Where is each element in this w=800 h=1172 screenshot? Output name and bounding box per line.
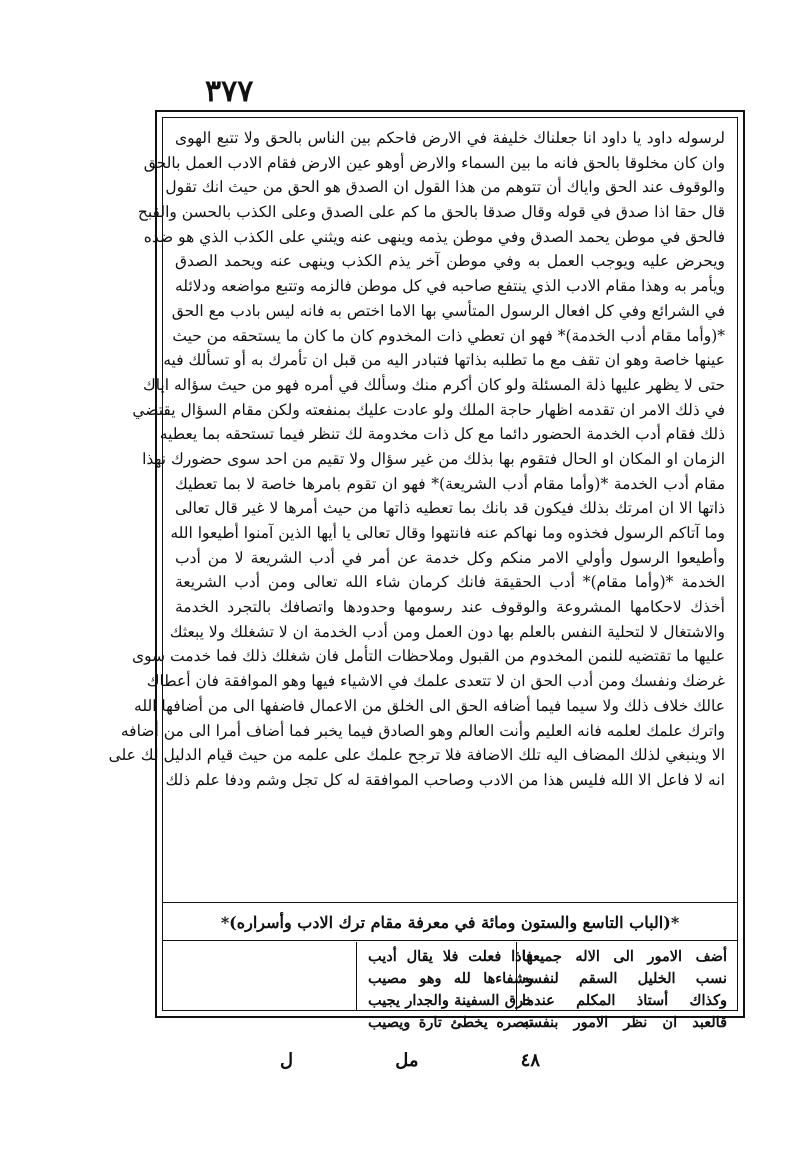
body-line: وأطيعوا الرسول وأولي الامر منكم وكل خدمة عن أمر في أدب الشريعة لا من أدب [175, 548, 725, 567]
poem-left-column [368, 946, 533, 1034]
poem-right-column [522, 946, 727, 1034]
poem-hemistich: فاذا فعلت فلا يقال أديب [368, 948, 533, 965]
body-line: *(وأما مقام أدب الخدمة)* فهو ان تعطي ذات المخدوم كان ما كان ما يستحقه من حيث [172, 326, 725, 345]
body-line: انه لا فاعل الا الله فليس هذا من الادب وصاحب الموافقة له كل تجل وشم ودفا علم ذلك [165, 770, 725, 789]
signature-mark: ٤٨ [520, 1049, 540, 1071]
body-line: الزمان او المكان او الحال فتقوم بها بذلك من غير سؤال ولا تقيم من احد سوى حضورك نهذا [142, 449, 725, 468]
footer-signature [280, 1040, 540, 1080]
poem-hemistich: وشفاءها لله وهو مصيب [368, 970, 533, 987]
body-line: غرضك ونفسك ومن أدب الحق ان لا تتعدى علمك في الاشياء فيها وهو الموافقة فان أعطاك [146, 672, 725, 691]
body-line: ذلك فقام أدب الخدمة الحضور دائما مع كل ذات مخدومة لك تنظر فيما تستحقه بما يعطيه [159, 425, 725, 444]
body-line: في الشرائع وفي كل افعال الرسول المتأسي بها الاما اختص به فانه ليس بادب مع الحق [171, 301, 725, 320]
poem-hemistich: قالعبد ان نظر الامور بنفسه [522, 1014, 727, 1031]
body-line: وان كان مخلوقا بالحق فانه ما بين السماء والارض أوهو عين الارض فقام الادب العمل بالحق [143, 153, 725, 172]
poem-hemistich: وكذاك أستاذ المكلم عندما [522, 992, 727, 1009]
poem-hemistich: نسب الخليل السقم لنفسه [522, 970, 727, 987]
page-number: ٣٧٧ [205, 74, 254, 109]
body-line: عالك خلاف ذلك ولا سيما فيما أضافه الحق الى الخلق من الاعمال فاضفها الى من أضافها الله [134, 696, 725, 715]
body-line: قال حقا اذا صدق في قوله وقال صدقا بالحق ما كم على الصدق وعلى الكذب بالحسن والقبح [137, 203, 725, 222]
body-line: فالحق في موطن يحمد الصدق وفي موطن يذمه وينهى عنه ويثني على الكذب الذي هو ضده [143, 227, 725, 246]
chapter-heading: *(الباب التاسع والستون ومائة في معرفة مقام ترك الادب وأسراره)* [220, 913, 680, 932]
chapter-divider-top [163, 902, 737, 903]
signature-mark: مل [395, 1049, 419, 1071]
body-line: حتى لا يظهر عليها ذلة المسئلة ولو كان أكرم منك وسألك في أمره فهو من حيث سؤاله اياك [142, 375, 725, 394]
signature-mark: ل [280, 1049, 294, 1071]
body-line: واترك علمك لعلمه فانه العليم وأنت العالم وهو الصادق فيما يخبر فما أضاف أمرا الى من أضافه [120, 721, 725, 740]
poem-hemistich: أضف الامور الى الاله جميعها [522, 948, 727, 965]
poem-column-divider [356, 942, 357, 1010]
body-line: وما آتاكم الرسول فخذوه وما نهاكم عنه فانتهوا وقال تعالى يا أيها الذين آمنوا أطيعوا الله [170, 524, 725, 542]
body-line: الخدمة *(وأما مقام)* أدب الحقيقة فانك كرمان شاء الله تعالى ومن أدب الشريعة [175, 573, 725, 592]
body-line: مقام أدب الخدمة *(وأما مقام أدب الشريعة)* فهو ان تقوم بامرها خاصة لا بما تعطيك [175, 474, 725, 493]
body-line: ويحرض عليه ويوجب العمل به وفي موطن آخر يذم الكذب وينهى عنه ويحمد الصدق [175, 252, 725, 271]
chapter-divider-bottom [163, 940, 737, 941]
body-line: ذاتها الا ان امرتك بذلك فيكون قد بانك بما تعطيه ذاتها من حيث أمرها لا غير قال تعالى [175, 499, 725, 518]
body-line: والوقوف عند الحق واياك أن تتوهم من هذا القول ان الصدق هو الحق من حيث انك تقول [165, 178, 725, 197]
body-line: عليها ما تقتضيه للنمن المخدوم من القبول وملاحظات التأمل فان شغلك ذلك فما خدمت سوى [131, 647, 725, 666]
body-text [108, 126, 725, 896]
inner-frame [108, 117, 738, 1031]
body-line: أخذك لاحكامها المشروعة والوقوف عند رسومها وحدودها واتصافك بالتجرد الخدمة [175, 598, 725, 617]
poem-hemistich: تبصره يخطئ تارة ويصيب [368, 1014, 533, 1031]
body-line: الا وينبغي لذلك المضاف اليه تلك الاضافة فلا ترجح علمك على علمه من حيث قيام الدليل لك على [108, 746, 725, 765]
poem-hemistich: خرق السفينة والجدار يجيب [368, 992, 533, 1009]
body-line: لرسوله داود يا داود انا جعلناك خليفة في الارض فاحكم بين الناس بالحق ولا تتبع الهوى [175, 129, 725, 147]
page-frame [108, 110, 745, 1031]
body-line: والاشتغال لا لتحلية النفس بالعلم بها دون العمل ومن أدب الخدمة ان لا تشغلك ولا يبعثك [169, 622, 725, 641]
poem-table [163, 942, 737, 1031]
body-line: عينها خاصة وهو ان تقف مع ما تطلبه بذاتها فتبادر اليه من قبل ان تأمرك به أو تسألك فيه [163, 351, 725, 370]
body-line: ويأمر به وهذا مقام الادب الذي ينتفع صاحبه في كل موطن فالزمه وتتبع مواضعه ودلائله [175, 277, 725, 296]
body-line: في ذلك الامر ان تقدمه اظهار حاجة الملك ولو عادت عليك بمنفعته ولكن مقام السؤال يقتضي [132, 400, 725, 419]
